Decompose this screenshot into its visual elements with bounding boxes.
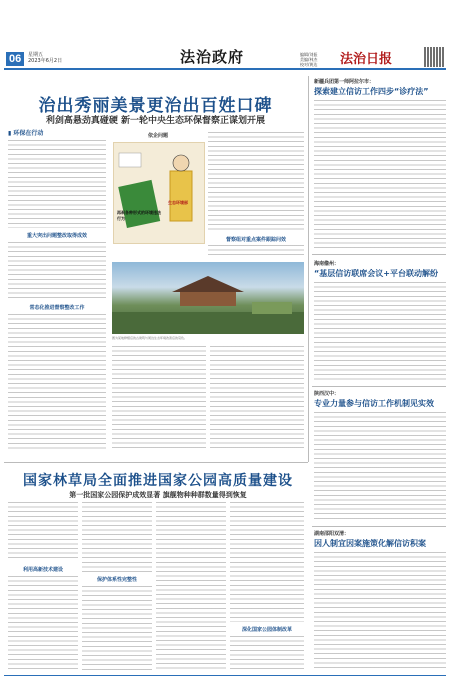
second-body-col3 (156, 502, 226, 670)
second-subheadline: 第一批国家公园保护成效显著 旗舰物种种群数量得到恢复 (69, 491, 247, 499)
lead-body-col1b (8, 242, 106, 300)
right-section-4: 湖南邵阳双清： (314, 531, 350, 537)
second-section-heading-1: 利用高新技术建设 (22, 567, 63, 573)
page-number: 06 (6, 52, 24, 66)
lead-body-col1 (8, 140, 106, 228)
right-title-1: 探索建立信访工作四步“诊疗法” (314, 87, 429, 96)
cartoon-illustration (113, 142, 205, 244)
landscape-photo (112, 262, 304, 334)
right-divider-1 (312, 254, 446, 255)
pavilion-svg (112, 262, 304, 334)
right-title-2: “基层信访联席会议+平台联动解纷 (314, 269, 438, 278)
lead-body-col3 (112, 346, 206, 452)
header-rule (4, 68, 446, 70)
lead-section-heading-3: 督察组对重点案件跟踪问效 (225, 237, 286, 243)
lead-body-col4 (210, 346, 304, 452)
cartoon-svg (114, 143, 204, 243)
section-divider (4, 462, 308, 463)
second-body-col4b (230, 636, 304, 670)
lead-body-col1c (8, 314, 106, 452)
lead-section-heading-2: 常态化推进督察整改工作 (29, 305, 85, 311)
second-body-col4 (230, 502, 304, 622)
illustration-title: 依企问题 (147, 133, 168, 139)
footer-rule (4, 675, 446, 676)
photo-caption: 图为某地修缮后的古建筑与周边生态环境改善后的景色。 (112, 336, 188, 340)
column-label: ▮ 环保在行动 (8, 130, 44, 137)
second-body-col2b (82, 586, 152, 670)
second-body-col2 (82, 502, 152, 572)
lead-headline: 治出秀丽美景更治出百姓口碑 (38, 96, 273, 116)
section-title: 法治政府 (180, 48, 245, 66)
lead-body-col2b (208, 245, 304, 259)
masthead-logo: 法治日报 (340, 52, 393, 67)
qr-code-icon (424, 47, 444, 67)
lead-subheadline: 利剑高悬劲真碰硬 新一轮中央生态环保督察正谋划开展 (45, 116, 266, 126)
issue-date: 星期五 2023年6月2日 (28, 52, 63, 64)
right-title-4: 因人制宜因案施策化解信访积案 (314, 539, 426, 548)
lead-body-col2 (208, 132, 304, 232)
illustration-label-2: 生态环境部 (168, 200, 188, 205)
right-body-3 (314, 412, 446, 522)
right-body-4 (314, 552, 446, 670)
lead-section-heading-1: 重大突出问题整改取得成效 (26, 233, 87, 239)
right-divider-3 (312, 526, 446, 527)
second-section-heading-2: 保护体系性完整性 (96, 577, 137, 583)
right-section-3: 陕西汉中： (314, 391, 340, 397)
column-divider (308, 76, 309, 462)
right-body-2 (314, 282, 446, 382)
second-body-col1 (8, 502, 78, 562)
right-section-2: 海南儋州： (314, 261, 340, 267)
second-section-heading-3: 深化国家公园体制改革 (241, 627, 292, 633)
right-section-1: 新疆兵团第一师阿拉尔市： (314, 79, 375, 85)
second-body-col1b (8, 576, 78, 670)
right-title-3: 专业力量参与信访工作机制见实效 (314, 399, 434, 408)
second-headline: 国家林草局全面推进国家公园高质量建设 (23, 473, 293, 489)
right-divider-2 (312, 386, 446, 387)
editors-credit: 编辑/刘振 美编/林杰 校对/黄达 (300, 52, 318, 67)
right-body-1 (314, 100, 446, 250)
illustration-label-1: 再刹各种形式的环境违法行为 (117, 210, 161, 221)
